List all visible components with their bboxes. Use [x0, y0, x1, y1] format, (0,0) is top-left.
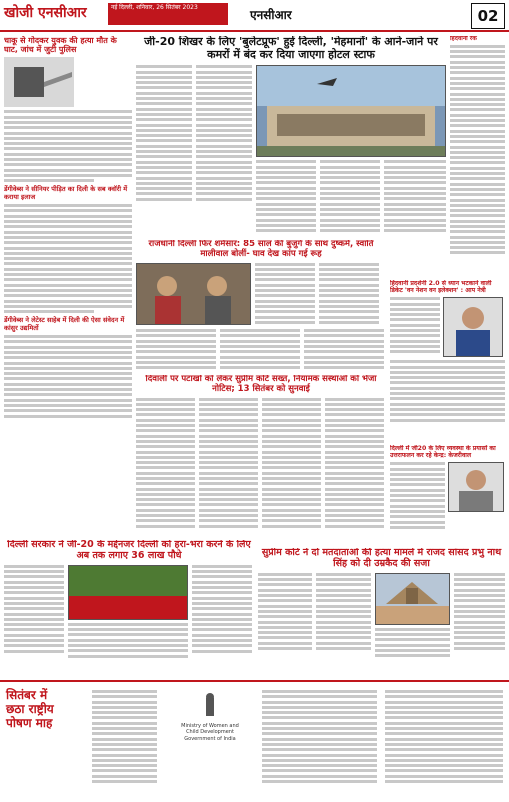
- bottom-right-body-col2: [316, 573, 370, 660]
- third-story-headline: दिवाली पर पटाखों को लेकर सुप्रीम कोर्ट सख्त, नियामक संस्थाओं को भेजा नोटिस; 13 सितंबर को सुनवाई: [145, 375, 377, 394]
- bottom-right-headline: सुप्रीम कोर्ट ने दो मतदाताओं की हत्या मामले में राजद सांसद प्रभु नाथ सिंह को दी उम्रकैद की सजा: [261, 548, 502, 569]
- bottom-right-story: [258, 548, 505, 680]
- second-story-headline: राजधानी दिल्ली फिर शर्मसार: 85 साल की बुजुर्ग के साथ दुष्कर्म, स्वाति मालीवाल बोलीं- घाव देख कांप गई रूह: [148, 240, 374, 259]
- ad-title-line1: सितंबर में: [6, 688, 48, 702]
- ministry-line1: Ministry of Women and: [181, 722, 239, 729]
- people-photo-illustration: [137, 264, 250, 324]
- main-body-col5: [384, 160, 446, 234]
- right-mid-body-col1: [390, 297, 440, 357]
- left-story3-headline: डेंगीवेब्स ने लेटेस्ट साहेब में दिली की ऐसा संवेदन में कांसुर उद्यमितों: [4, 316, 125, 332]
- ministry-line2: Child Development: [186, 729, 234, 735]
- knife-photo: [4, 57, 74, 107]
- ad-body-right-col1: [262, 690, 377, 785]
- victim-photo: [136, 263, 251, 325]
- bottom-left-body-col2: [68, 623, 188, 658]
- third-body-col4: [325, 398, 384, 530]
- third-body-col1: [136, 398, 195, 530]
- court-building-illustration: [376, 574, 449, 624]
- left-story3-body: [4, 335, 132, 420]
- leader-photo: [443, 297, 503, 357]
- main-body-col3: [256, 160, 316, 234]
- person-portrait-icon: [449, 463, 503, 511]
- bottom-right-body-col3: [375, 628, 450, 657]
- supreme-court-photo: [375, 573, 450, 625]
- third-body-col2: [199, 398, 258, 530]
- summit-building-photo: [256, 65, 446, 157]
- main-body-col2: [196, 65, 252, 234]
- second-body-col4: [220, 329, 300, 370]
- bottom-right-body-col1: [258, 573, 312, 660]
- ad-title: [6, 688, 86, 730]
- bottom-left-headline: दिल्ली सरकार ने जी-20 के मद्देनजर दिल्ली को हरा-भरा करने के लिए अब तक लगाए 36 लाख पौधे: [7, 540, 251, 561]
- left-column: [4, 36, 132, 420]
- ad-title-line3: पोषण माह: [6, 716, 53, 730]
- right-mid-headline: हिंदवानी प्रदर्शनी 2.0 से ध्यान भटकाने वाली डिकेट 'वन नेशन वन इलेक्शन' : आप नेत्री: [390, 280, 492, 295]
- bottom-left-story: [4, 540, 254, 680]
- right-mid-body-col2: [390, 360, 505, 421]
- bottom-right-body-col4: [454, 573, 505, 660]
- dateline: नई दिल्ली, शनिवार, 26 सितंबर 2023: [108, 3, 228, 25]
- second-body-col3: [136, 329, 216, 370]
- middle-right-story: [390, 280, 505, 440]
- masthead: [0, 0, 509, 32]
- left-story2-headline: डेंगीवेब्स ने सीनियर पीड़ित का दिली के सब क्वॉरी में कराया इलाज: [4, 185, 128, 201]
- main-body-col1: [136, 65, 192, 234]
- plants-illustration: [69, 566, 187, 619]
- section-title: एनसीआर: [250, 8, 292, 22]
- second-body-col1: [255, 263, 315, 327]
- main-story-headline: जी-20 शिखर के लिए 'बुलेटप्रूफ' हुई दिल्ली, 'मेहमानों' के आने-जाने पर कमरों में बंद कर दिया जाएगा होटल स्टाफ: [144, 36, 438, 61]
- ad-body: [92, 690, 157, 785]
- right-top-headline: हिंदवानी रैंक: [450, 36, 477, 42]
- second-body-col2: [319, 263, 379, 327]
- brand-logo: खोजी एनसीआर: [4, 5, 87, 21]
- kejriwal-photo: [448, 462, 504, 512]
- left-story2-body: [4, 204, 132, 313]
- national-emblem-icon: [199, 692, 221, 720]
- bottom-left-body-col1: [4, 565, 64, 660]
- right-bottom-headline: दिल्ली में जी20 के लिए व्यवस्था के प्रयासों का उत्तराफलन कर रहे केन्द्र: केजरीवाल: [390, 445, 496, 460]
- right-column: [450, 36, 505, 276]
- main-story: [136, 36, 446, 236]
- page-number: 02: [471, 3, 505, 29]
- ministry-line3: Government of India: [184, 735, 236, 742]
- hand-knife-icon: [4, 57, 74, 107]
- right-bottom-body-col1: [390, 462, 445, 531]
- second-body-col5: [304, 329, 384, 370]
- ad-body-right-col2: [385, 690, 503, 785]
- third-story: [136, 375, 386, 535]
- right-lower-story: [390, 445, 505, 545]
- right-top-body: [450, 45, 505, 255]
- third-body-col3: [262, 398, 321, 530]
- person-portrait-icon: [444, 298, 502, 356]
- ad-title-line2: छठा राष्ट्रीय: [6, 702, 54, 716]
- convention-center-illustration: [257, 66, 445, 156]
- left-story1-headline: चाकू से गोदकर युवक की हत्या मौत के घाट, जांच में जुटी पुलिस: [4, 36, 117, 55]
- second-story: [136, 240, 386, 370]
- left-story1-body: [4, 110, 132, 182]
- ministry-emblem: [165, 692, 255, 742]
- footer-advertisement: [0, 680, 509, 802]
- main-body-col4: [320, 160, 380, 234]
- bottom-left-body-col3: [192, 565, 252, 660]
- garden-photo: [68, 565, 188, 620]
